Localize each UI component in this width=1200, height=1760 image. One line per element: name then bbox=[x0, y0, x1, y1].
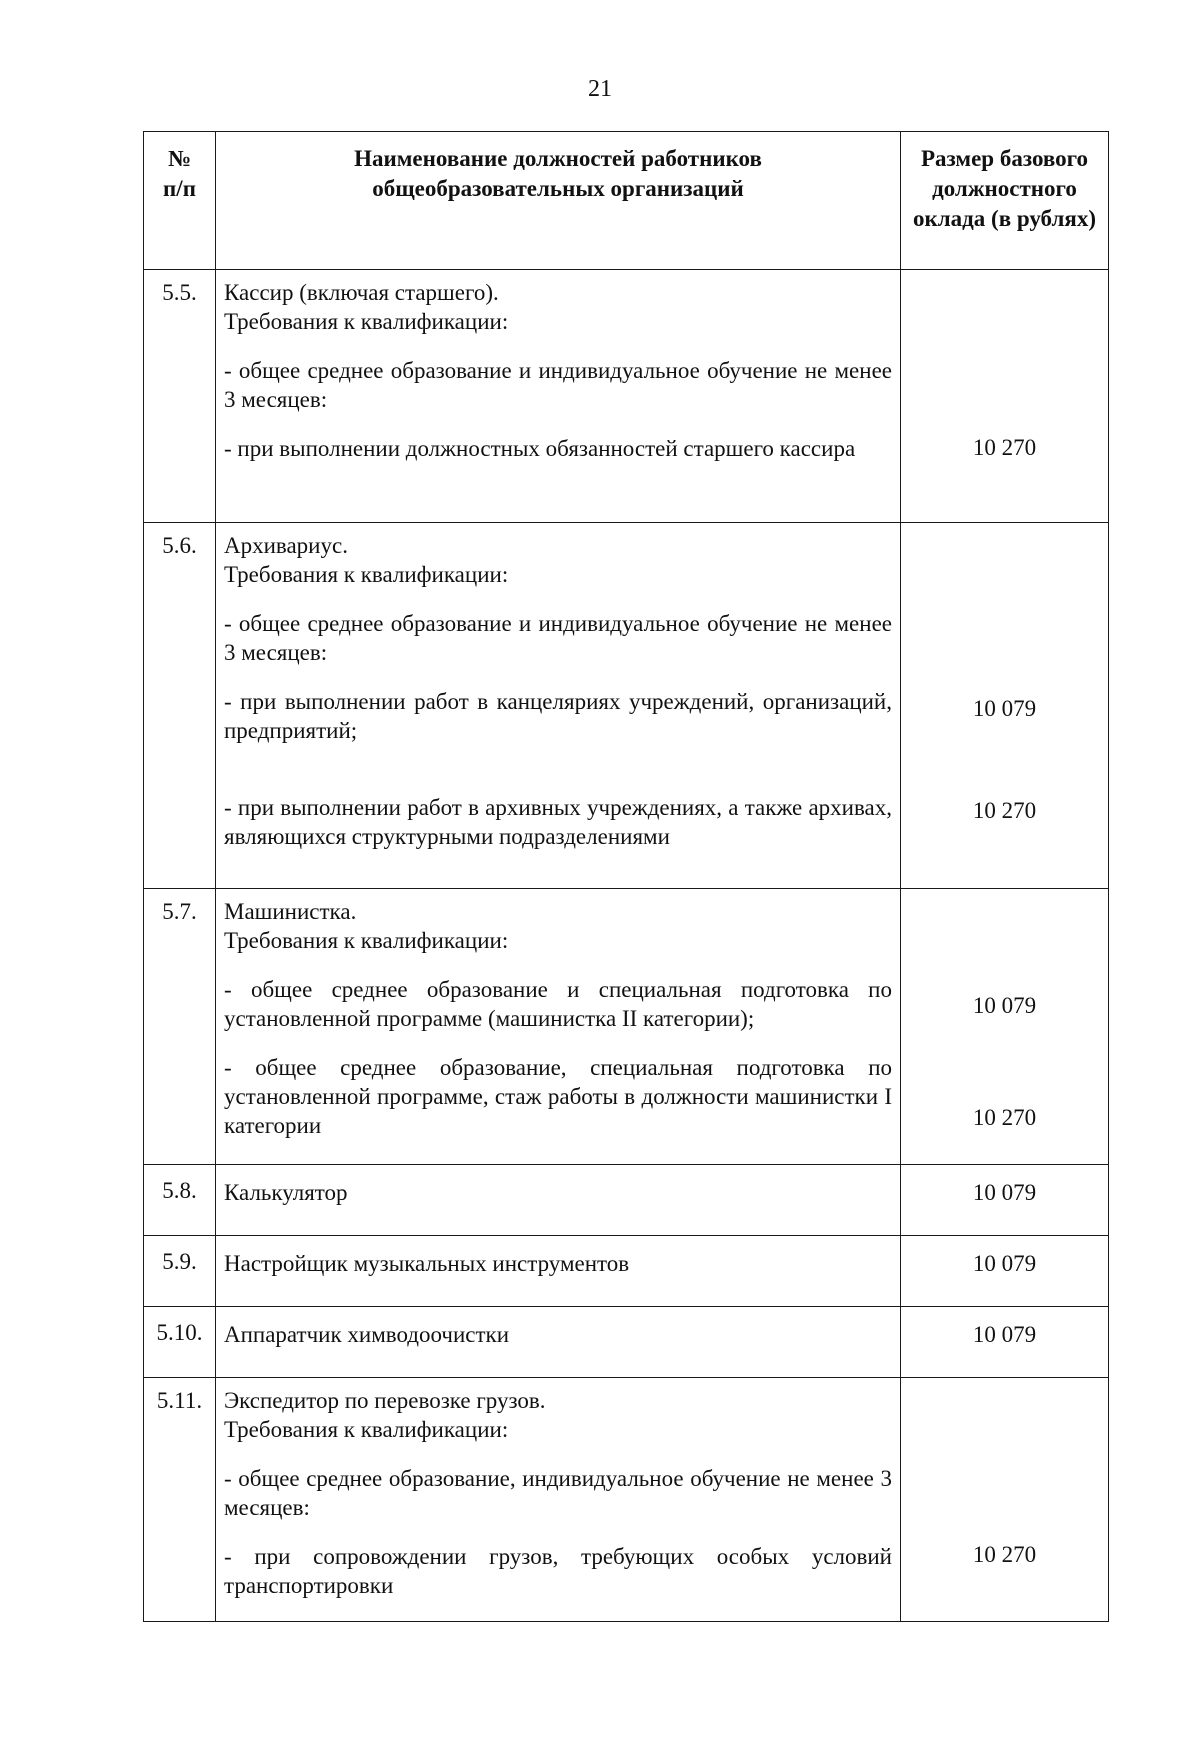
page-number: 21 bbox=[588, 76, 612, 102]
position-title: Экспедитор по перевозке грузов. bbox=[224, 1388, 546, 1413]
row-description bbox=[216, 1236, 901, 1307]
row-description bbox=[216, 1307, 901, 1378]
table-header-row bbox=[144, 132, 1109, 270]
row-description bbox=[216, 1378, 901, 1622]
requirements-label: Требования к квалификации: bbox=[224, 928, 509, 953]
table-row bbox=[144, 523, 1109, 889]
row-description bbox=[216, 523, 901, 889]
salary-value: 10 079 bbox=[972, 993, 1037, 1018]
requirement-item: - при выполнении работ в канцеляриях учреждений, организаций, предприятий; bbox=[224, 689, 892, 743]
requirement-item: - общее среднее образование и индивидуальное обучение не менее 3 месяцев: bbox=[224, 358, 892, 412]
table-row bbox=[144, 270, 1109, 523]
requirement-item: - общее среднее образование, специальная подготовка по установленной программе, стаж работы в должности машинистки I категории bbox=[224, 1055, 892, 1138]
salary-value: 10 079 bbox=[972, 1251, 1037, 1276]
requirements-label: Требования к квалификации: bbox=[224, 309, 509, 334]
salary-table bbox=[143, 131, 1109, 1622]
position-title: Архивариус. bbox=[224, 533, 348, 558]
header-num: № п/п bbox=[144, 132, 216, 270]
position-title: Аппаратчик химводоочистки bbox=[224, 1322, 510, 1347]
salary-value: 10 270 bbox=[972, 1105, 1037, 1130]
position-title: Кассир (включая старшего). bbox=[224, 280, 499, 305]
position-title: Калькулятор bbox=[224, 1180, 348, 1205]
table-row bbox=[144, 889, 1109, 1165]
row-number: 5.7. bbox=[144, 889, 216, 1165]
header-value: Размер базового должностного оклада (в рублях) bbox=[901, 132, 1109, 270]
row-number: 5.11. bbox=[144, 1378, 216, 1622]
row-number: 5.5. bbox=[144, 270, 216, 523]
row-number: 5.6. bbox=[144, 523, 216, 889]
row-description bbox=[216, 1165, 901, 1236]
requirement-item: - при выполнении работ в архивных учреждениях, а также архивах, являющихся структурными подразделениями bbox=[224, 795, 892, 849]
row-value bbox=[901, 270, 1109, 523]
requirements-label: Требования к квалификации: bbox=[224, 1417, 509, 1442]
requirement-item: - при выполнении должностных обязанностей старшего кассира bbox=[224, 436, 856, 461]
row-value bbox=[901, 1236, 1109, 1307]
salary-value: 10 079 bbox=[972, 1322, 1037, 1347]
requirement-item: - общее среднее образование и индивидуальное обучение не менее 3 месяцев: bbox=[224, 611, 892, 665]
requirement-item: - при сопровождении грузов, требующих особых условий транспортировки bbox=[224, 1544, 892, 1598]
table-row bbox=[144, 1165, 1109, 1236]
row-number: 5.8. bbox=[144, 1165, 216, 1236]
table-row bbox=[144, 1307, 1109, 1378]
table-row bbox=[144, 1236, 1109, 1307]
position-title: Машинистка. bbox=[224, 899, 357, 924]
row-value bbox=[901, 1307, 1109, 1378]
row-number: 5.9. bbox=[144, 1236, 216, 1307]
salary-value: 10 270 bbox=[972, 1542, 1037, 1567]
row-value bbox=[901, 889, 1109, 1165]
row-description bbox=[216, 889, 901, 1165]
requirement-item: - общее среднее образование, индивидуальное обучение не менее 3 месяцев: bbox=[224, 1466, 892, 1520]
row-number: 5.10. bbox=[144, 1307, 216, 1378]
salary-value: 10 270 bbox=[972, 798, 1037, 823]
requirement-item: - общее среднее образование и специальная подготовка по установленной программе (машинистка II категории); bbox=[224, 977, 892, 1031]
row-value bbox=[901, 523, 1109, 889]
row-value bbox=[901, 1378, 1109, 1622]
position-title: Настройщик музыкальных инструментов bbox=[224, 1251, 630, 1276]
requirements-label: Требования к квалификации: bbox=[224, 562, 509, 587]
row-value bbox=[901, 1165, 1109, 1236]
table-row bbox=[144, 1378, 1109, 1622]
salary-value: 10 079 bbox=[972, 1180, 1037, 1205]
row-description bbox=[216, 270, 901, 523]
header-name: Наименование должностей работников общеобразовательных организаций bbox=[216, 132, 901, 270]
salary-value: 10 270 bbox=[972, 435, 1037, 460]
salary-value: 10 079 bbox=[972, 696, 1037, 721]
